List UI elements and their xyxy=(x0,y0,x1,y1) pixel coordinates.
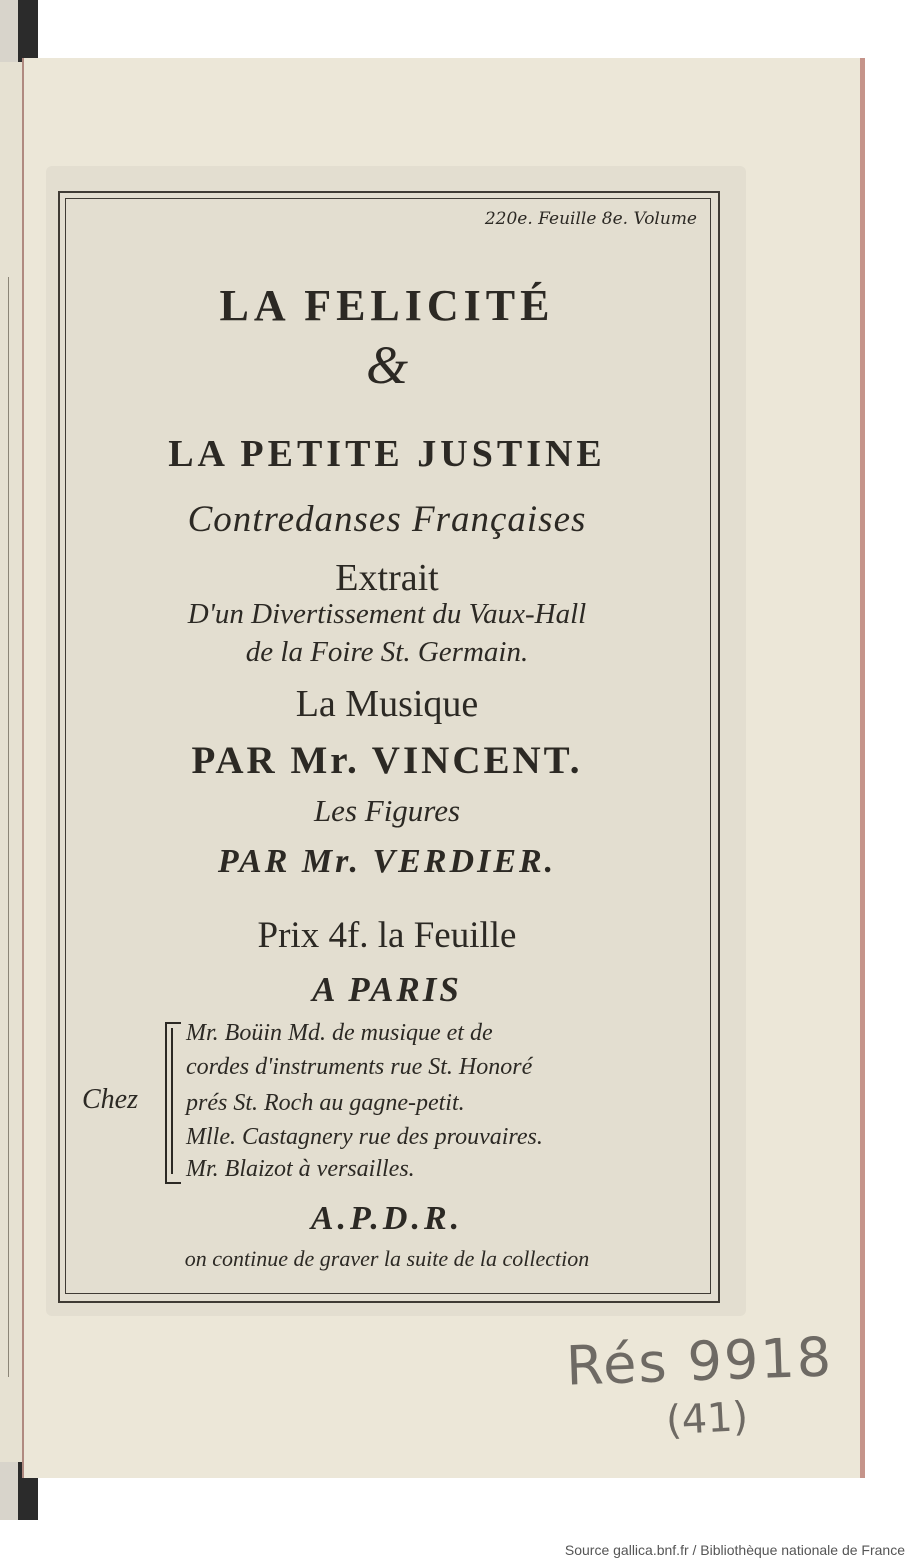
title-line-1: LA FELICITÉ xyxy=(219,281,555,330)
musique-label: La Musique xyxy=(295,683,479,725)
handwritten-shelfmark-number: (41) xyxy=(664,1393,750,1445)
figures-label: Les Figures xyxy=(313,793,461,828)
choreographer-credit: PAR Mr. VERDIER. xyxy=(217,843,557,880)
ampersand: & xyxy=(365,335,408,395)
privilege-mark: A.P.D.R. xyxy=(310,1200,464,1237)
divertissement-line-2: de la Foire St. Germain. xyxy=(245,636,529,668)
handwritten-shelfmark: Rés 9918 xyxy=(564,1325,835,1398)
divertissement-line-1: D'un Divertissement du Vaux-Hall xyxy=(187,598,587,630)
title-line-2: LA PETITE JUSTINE xyxy=(168,433,606,475)
subtitle: Contredanses Françaises xyxy=(187,499,587,540)
address-line: prés St. Roch au gagne-petit. xyxy=(186,1090,465,1116)
address-line: Mr. Boüin Md. de musique et de xyxy=(186,1020,493,1046)
left-page-rule xyxy=(8,277,9,1377)
chez-label: Chez xyxy=(82,1084,138,1115)
address-line: Mr. Blaizot à versailles. xyxy=(186,1156,415,1182)
extrait-label: Extrait xyxy=(335,557,439,599)
volume-note: 220e. Feuille 8e. Volume xyxy=(484,209,697,229)
continuation-note: on continue de graver la suite de la collection xyxy=(184,1246,590,1271)
city: A PARIS xyxy=(312,970,462,1009)
price: Prix 4f. la Feuille xyxy=(257,915,517,956)
address-line: Mlle. Castagnery rue des prouvaires. xyxy=(186,1124,543,1150)
composer-credit: PAR Mr. VINCENT. xyxy=(191,739,583,782)
source-credit: Source gallica.bnf.fr / Bibliothèque nationale de France xyxy=(564,1542,905,1558)
address-line: cordes d'instruments rue St. Honoré xyxy=(186,1054,533,1080)
address-bracket xyxy=(165,1022,181,1184)
